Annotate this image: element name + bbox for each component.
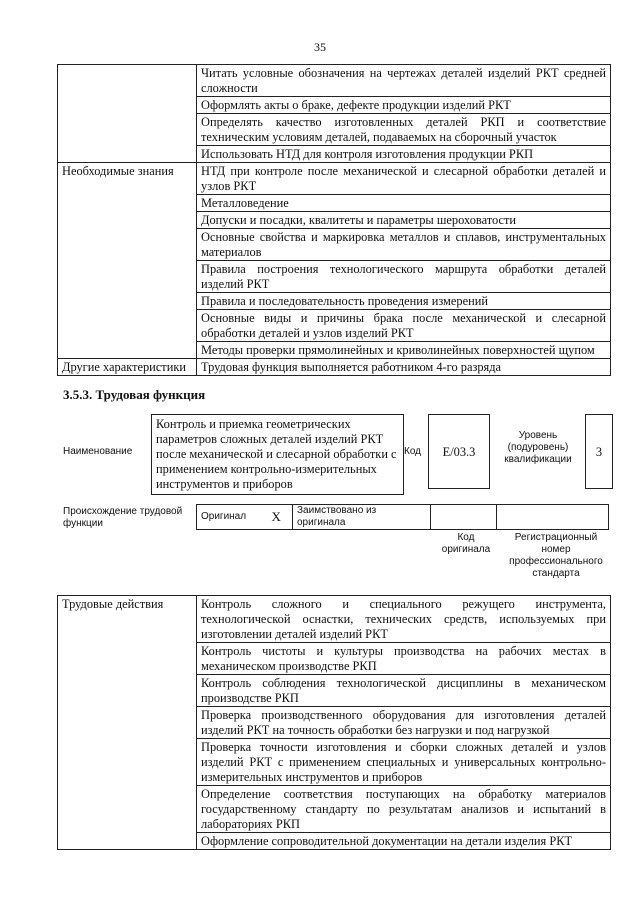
code-label: Код xyxy=(404,446,422,457)
list-item: Основные виды и причины брака после механической и слесарной обработки деталей и узлов изделий РКТ xyxy=(197,310,611,342)
list-item: Правила и последовательность проведения измерений xyxy=(197,293,611,310)
code-value: E/03.3 xyxy=(442,445,476,459)
table-row xyxy=(58,65,611,97)
list-item: Читать условные обозначения на чертежах деталей изделий РКТ средней сложности xyxy=(197,65,611,97)
code-original-cell xyxy=(431,505,497,530)
list-item: Проверка точности изготовления и сборки сложных деталей и узлов изделий РКТ с применением специальных и универсальных контрольно-измерительных инструментов и приборов xyxy=(197,739,611,786)
reg-number-cell xyxy=(497,505,609,530)
list-item: Допуски и посадки, квалитеты и параметры шероховатости xyxy=(197,212,611,229)
level-label: Уровень (подуровень) квалификации xyxy=(504,430,572,465)
list-item: Контроль сложного и специального режущего инструмента, технологической оснастки, технических средств, используемых при изготовлении деталей изделий РКТ xyxy=(197,596,611,643)
origin-label: Происхождение трудовой функции xyxy=(63,506,183,529)
list-item: Оформление сопроводительной документации на детали изделия РКТ xyxy=(197,833,611,850)
list-item: Правила построения технологического маршрута обработки деталей изделий РКТ xyxy=(197,261,611,293)
code-box xyxy=(428,414,490,489)
original-mark: X xyxy=(261,505,293,530)
original-label: Оригинал xyxy=(197,505,261,530)
list-item: Методы проверки прямолинейных и криволинейных поверхностей щупом xyxy=(197,342,611,359)
list-item: Использовать НТД для контроля изготовления продукции РКП xyxy=(197,146,611,163)
row-label: Трудовые действия xyxy=(58,596,197,850)
table-row xyxy=(58,596,611,643)
list-item: Оформлять акты о браке, дефекте продукции изделий РКТ xyxy=(197,97,611,114)
level-box xyxy=(585,414,613,489)
list-item: Контроль соблюдения технологической дисциплины в механическом производстве РКП xyxy=(197,675,611,707)
skills-knowledge-table xyxy=(57,64,611,376)
origin-table xyxy=(196,504,609,530)
list-item: Контроль чистоты и культуры производства на рабочих местах в механическом производстве РКП xyxy=(197,643,611,675)
list-item: Основные свойства и маркировка металлов и сплавов, инструментальных материалов xyxy=(197,229,611,261)
table-row xyxy=(58,163,611,195)
labor-actions-table xyxy=(57,595,611,850)
section-heading: 3.5.3. Трудовая функция xyxy=(63,387,206,402)
code-original-label: Код оригинала xyxy=(441,532,491,555)
page-number: 35 xyxy=(314,40,326,54)
list-item: НТД при контроле после механической и слесарной обработки деталей и узлов РКТ xyxy=(197,163,611,195)
borrowed-label: Заимствовано из оригинала xyxy=(293,505,431,530)
row-label xyxy=(58,65,197,163)
list-item: Трудовая функция выполняется работником 4-го разряда xyxy=(197,359,611,376)
list-item: Проверка производственного оборудования для изготовления деталей изделий РКТ на точность обработки без нагрузки и под нагрузкой xyxy=(197,707,611,739)
table-row xyxy=(58,359,611,376)
row-label: Необходимые знания xyxy=(58,163,197,359)
list-item: Металловедение xyxy=(197,195,611,212)
level-value: 3 xyxy=(595,445,603,459)
list-item: Определять качество изготовленных деталей РКП и соответствие техническим условиям деталей, подаваемых на сборочный участок xyxy=(197,114,611,146)
name-label: Наименование xyxy=(63,446,133,457)
row-label: Другие характеристики xyxy=(58,359,197,376)
list-item: Определение соответствия поступающих на обработку материалов государственному стандарту по результатам анализов и испытаний в лабораториях РКП xyxy=(197,786,611,833)
reg-number-label: Регистрационный номер профессионального стандарта xyxy=(509,532,603,579)
function-name-box: Контроль и приемка геометрических параметров сложных деталей изделий РКТ после механической и слесарной обработки с применением контрольно-измерительных инструментов и приборов xyxy=(151,414,404,495)
